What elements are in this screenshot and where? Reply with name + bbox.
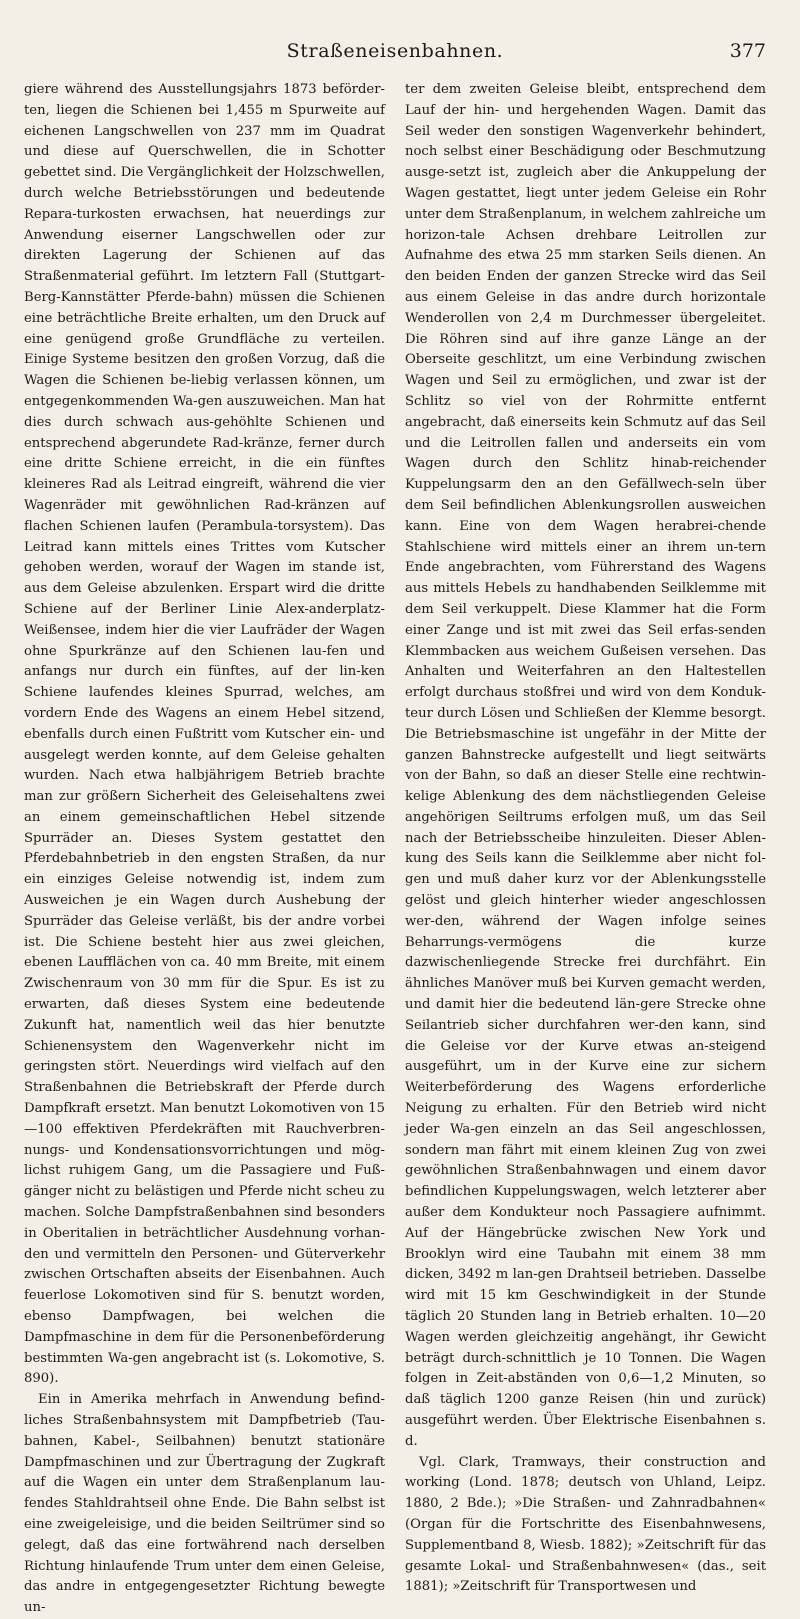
page-number: 377 [729, 40, 766, 62]
right-column [405, 80, 766, 1619]
literature-paragraph: Vgl. Clark, Tramways, their construction and working (Lond. 1878; deutsch von Uhland, Leipz. 1880, 2 Bde.); »Die Straßen- und Zahnradbahnen« (Organ für die Fortschritte des Eisenbahnwesens, Supplementband 8, Wiesb. 1882); »Zeitschrift für das gesamte Lokal- und Straßenbahnwesen« (das., seit 1881); »Zeitschrift für Transportwesen und [405, 1454, 766, 1595]
paragraph: giere während des Ausstellungsjahrs 1873 beförder-ten, liegen die Schienen bei 1,455 m Spurweite auf eichenen Langschwellen von 237 mm im Quadrat und diese auf Querschwellen, die in Schotter gebettet sind. Die Vergänglichkeit der Holzschwellen, durch welche Betriebsstörungen und bedeutende Repara-turkosten erwachsen, hat neuerdings zur Anwendung eiserner Langschwellen oder zur direkten Lagerung der Schienen auf das Straßenmaterial geführt. Im letztern Fall (Stuttgart-Berg-Kannstätter Pferde-bahn) müssen die Schienen eine beträchtliche Breite erhalten, um den Druck auf eine genügend große Grundfläche zu verteilen. Einige Systeme besitzen den großen Vorzug, daß die Wagen die Schienen be-liebig verlassen können, um entgegenkommenden Wa-gen auszuweichen. Man hat dies durch schwach aus-gehöhlte Schienen und entsprechend abgerundete Rad-kränze, ferner durch eine dritte Schiene erreicht, in die ein fünftes kleineres Rad als Leitrad eingreift, während die vier Wagenräder mit gewöhnlichen Rad-kränzen auf flachen Schienen laufen (Perambula-torsystem). Das Leitrad kann mittels eines Trittes vom Kutscher gehoben werden, worauf der Wagen im stande ist, aus dem Geleise abzulenken. Erspart wird die dritte Schiene auf der Berliner Linie Alex-anderplatz-Weißensee, indem hier die vier Laufräder der Wagen ohne Spurkränze auf den Schienen lau-fen und anfangs nur durch ein fünftes, auf der lin-ken Schiene laufendes kleines Spurrad, welches, am vordern Ende des Wagens an einem Hebel sitzend, ebenfalls durch einen Fußtritt vom Kutscher ein- und ausgelegt werden konnte, auf dem Geleise gehalten wurden. Nach etwa halbjährigem Betrieb brachte man zur größern Sicherheit des Geleisehaltens zwei an einem gemeinschaftlichen Hebel sitzende Spurräder an. Dieses System gestattet den Pferdebahnbetrieb in den engsten Straßen, da nur ein einziges Geleise notwendig ist, indem zum Ausweichen je ein Wagen durch Aushebung der Spurräder das Geleise verläßt, bis der andre vorbei ist. Die Schiene besteht hier aus zwei gleichen, ebenen Laufflächen von ca. 40 mm Breite, mit einem Zwischenraum von 30 mm für die Spur. Es ist zu erwarten, daß dieses System eine bedeutende Zukunft hat, namentlich weil das hier benutzte Schienensystem den Wagenverkehr nicht im geringsten stört. Neuerdings wird vielfach auf den Straßenbahnen die Betriebskraft der Pferde durch Dampfkraft ersetzt. Man benutzt Lokomotiven von 15—100 effektiven Pferdekräften mit Rauchverbren-nungs- und Kondensationsvorrichtungen und mög-lichst ruhigem Gang, um die Passagiere und Fuß-gänger nicht zu belästigen und Pferde nicht scheu zu machen. Solche Dampfstraßenbahnen sind besonders in Oberitalien in beträchtlicher Ausdehnung vorhan-den und vermitteln den Personen- und Güterverkehr zwischen Ortschaften abseits der Eisenbahnen. Auch feuerlose Lokomotiven sind für S. benutzt worden, ebenso Dampfwagen, bei welchen die Dampfmaschine in dem für die Personenbeförderung bestimmten Wa-gen angebracht ist (s. Lokomotive, S. 890). [24, 82, 385, 1387]
left-column [24, 80, 385, 1619]
paragraph: ter dem zweiten Geleise bleibt, entsprechend dem Lauf der hin- und hergehenden Wagen. Damit das Seil weder den sonstigen Wagenverkehr behindert, noch selbst einer Beschädigung oder Beschmutzung ausge-setzt ist, zugleich aber die Ankuppelung der Wagen gestattet, liegt unter jedem Geleise ein Rohr unter dem Straßenplanum, in welchem zahlreiche um horizon-tale Achsen drehbare Leitrollen zur Aufnahme des etwa 25 mm starken Seils dienen. An den beiden Enden der ganzen Strecke wird das Seil aus einem Geleise in das andre durch horizontale Wenderollen von 2,4 m Durchmesser übergeleitet. Die Röhren sind auf ihre ganze Länge an der Oberseite geschlitzt, um eine Verbindung zwischen Wagen und Seil zu ermöglichen, und zwar ist der Schlitz so viel von der Rohrmitte entfernt angebracht, daß einerseits kein Schmutz auf das Seil und die Leitrollen fallen und anderseits ein vom Wagen durch den Schlitz hinab-reichender Kuppelungsarm den an den Gefällwech-seln über dem Seil befindlichen Ablenkungsrollen ausweichen kann. Eine von dem Wagen herabrei-chende Stahlschiene wird mittels einer an ihrem un-tern Ende angebrachten, vom Führerstand des Wagens aus mittels Hebels zu handhabenden Seilklemme mit dem Seil verkuppelt. Diese Klammer hat die Form einer Zange und ist mit zwei das Seil erfas-senden Klemmbacken aus weichem Gußeisen versehen. Das Anhalten und Weiterfahren an den Haltestellen erfolgt durchaus stoßfrei und wird von dem Konduk-teur durch Lösen und Schließen der Klemme besorgt. Die Betriebsmaschine ist ungefähr in der Mitte der ganzen Bahnstrecke aufgestellt und liegt seitwärts von der Bahn, so daß an dieser Stelle eine rechtwin-kelige Ablenkung des dem nächstliegenden Geleise angehörigen Seiltrums erfolgen muß, um das Seil nach der Betriebsscheibe hinzuleiten. Dieser Ablen-kung des Seils kann die Seilklemme aber nicht fol-gen und muß daher kurz vor der Ablenkungsstelle gelöst und gleich hinterher wieder angeschlossen wer-den, während der Wagen infolge seines Beharrungs-vermögens die kurze dazwischenliegende Strecke frei durchfährt. Ein ähnliches Manöver muß bei Kurven gemacht werden, und damit hier die bedeutend län-gere Strecke ohne Seilantrieb sicher durchfahren wer-den kann, sind die Geleise vor der Kurve etwas an-steigend ausgeführt, um in der Kurve eine zur sichern Weiterbeförderung des Wagens erforderliche Neigung zu erhalten. Für den Betrieb wird nicht jeder Wa-gen einzeln an das Seil angeschlossen, sondern man fährt mit einem kleinen Zug von zwei gewöhnlichen Straßenbahnwagen und einem davor befindlichen Kuppelungswagen, welch letzterer aber außer dem Kondukteur noch Passagiere aufnimmt. Auf der Hängebrücke zwischen New York und Brooklyn wird eine Taubahn mit einem 38 mm dicken, 3492 m lan-gen Drahtseil betrieben. Dasselbe wird mit 15 km Geschwindigkeit in der Stunde täglich 20 Stunden lang in Betrieb erhalten. 10—20 Wagen werden gleichzeitig angehängt, ihr Gewicht beträgt durch-schnittlich je 10 Tonnen. Die Wagen folgen in Zeit-abständen von 0,6—1,2 Minuten, so daß täglich 1200 ganze Reisen (hin und zurück) ausgeführt werden. Über Elektrische Eisenbahnen s. d. [405, 82, 766, 1449]
page-header [24, 34, 766, 80]
running-title: Straßeneisenbahnen. [286, 40, 504, 62]
paragraph: Ein in Amerika mehrfach in Anwendung befind-liches Straßenbahnsystem mit Dampfbetrieb (Tau-bahnen, Kabel-, Seilbahnen) benutzt stationäre Dampfmaschinen und zur Übertragung der Zugkraft auf die Wagen ein unter dem Straßenplanum lau-fendes Stahldrahtseil ohne Ende. Die Bahn selbst ist eine zweigeleisige, und die beiden Seiltrümer sind so gelegt, daß das eine fortwährend nach derselben Richtung hinlaufende Trum unter dem einen Geleise, das andre in entgegengesetzter Richtung bewegte un- [24, 1392, 385, 1616]
text-columns [24, 80, 766, 1619]
